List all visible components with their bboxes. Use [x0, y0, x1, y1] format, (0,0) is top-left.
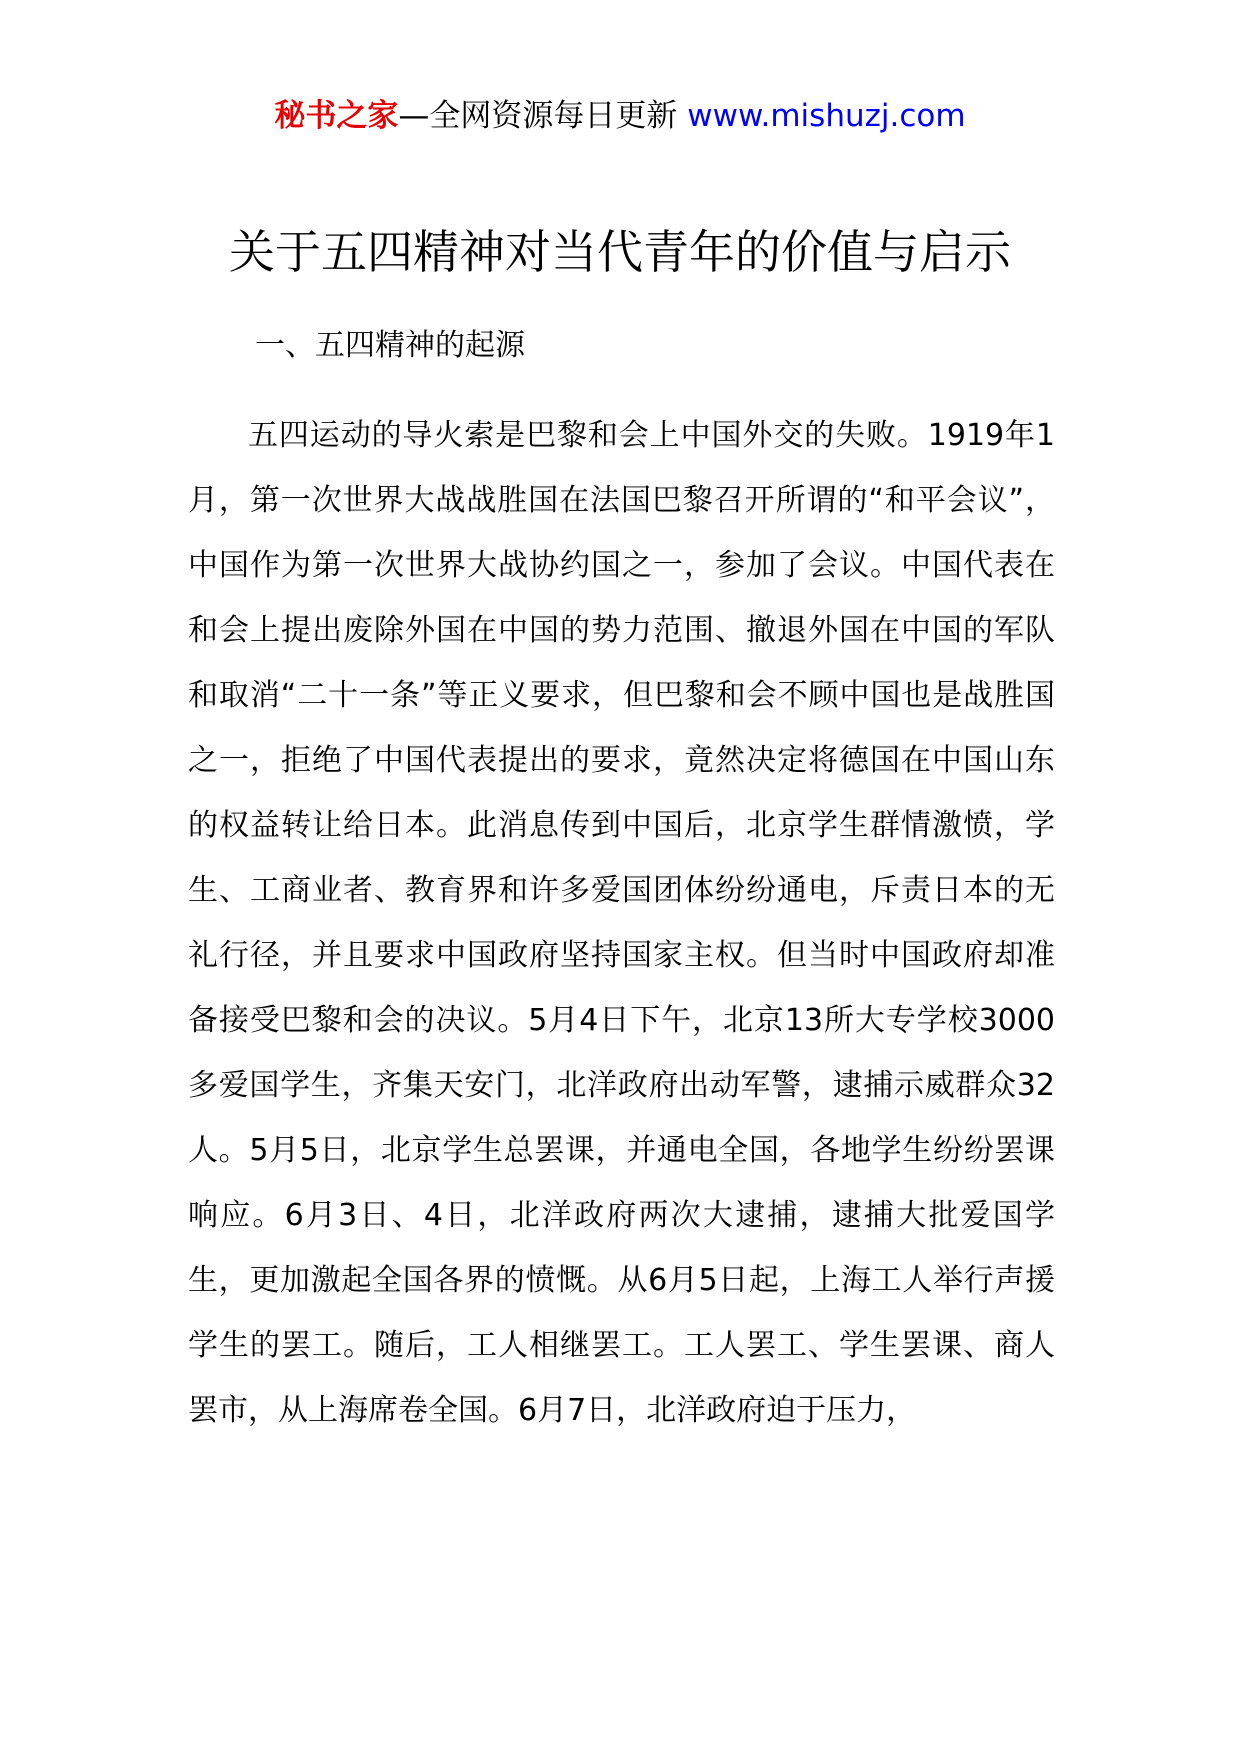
site-url-link[interactable]: www.mishuzj.com — [687, 98, 966, 134]
body-paragraph: 五四运动的导火索是巴黎和会上中国外交的失败。1919年1月，第一次世界大战战胜国在法国巴黎召开所谓的“和平会议”，中国作为第一次世界大战协约国之一，参加了会议。中国代表在和会上提出废除外国在中国的势力范围、撤退外国在中国的军队和取消“二十一条”等正义要求，但巴黎和会不顾中国也是战胜国之一，拒绝了中国代表提出的要求，竟然决定将德国在中国山东的权益转让给日本。此消息传到中国后，北京学生群情激愤，学生、工商业者、教育界和许多爱国团体纷纷通电，斥责日本的无礼行径，并且要求中国政府坚持国家主权。但当时中国政府却准备接受巴黎和会的决议。5月4日下午，北京13所大专学校3000多爱国学生，齐集天安门，北洋政府出动军警，逮捕示威群众32人。5月5日，北京学生总罢课，并通电全国，各地学生纷纷罢课响应。6月3日、4日，北洋政府两次大逮捕，逮捕大批爱国学生，更加激起全国各界的愤慨。从6月5日起，上海工人举行声援学生的罢工。随后，工人相继罢工。工人罢工、学生罢课、商人罢市，从上海席卷全国。6月7日，北洋政府迫于压力， — [188, 418, 1055, 1428]
site-brand: 秘书之家 — [274, 98, 399, 134]
section-heading: 一、五四精神的起源 — [255, 328, 525, 363]
document-title: 关于五四精神对当代青年的价值与启示 — [229, 225, 1011, 279]
site-header — [0, 96, 1240, 136]
site-tagline: —全网资源每日更新 — [398, 98, 678, 134]
